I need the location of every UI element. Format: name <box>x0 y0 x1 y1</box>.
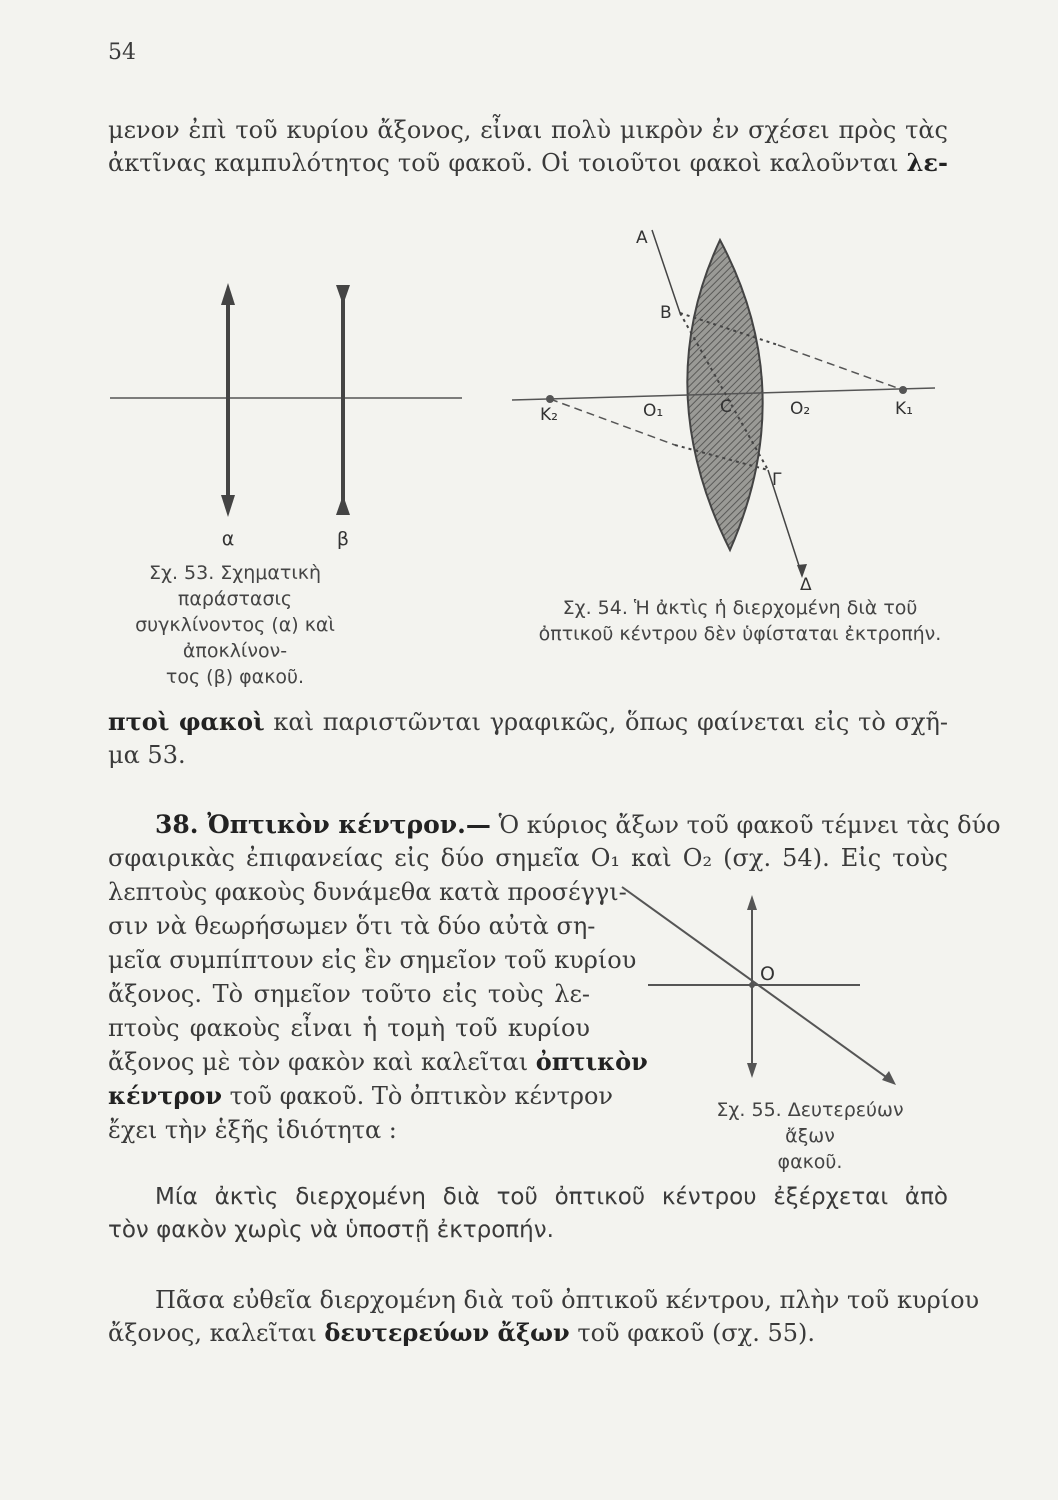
text-line: ἄξονος. Τὸ σημεῖον τοῦτο εἰς τοὺς λε- <box>108 980 590 1008</box>
caption-line: Σχ. 53. Σχηματικὴ παράστασις <box>148 562 322 610</box>
fig53-label-a: α <box>221 528 235 550</box>
caption-line: τος (β) φακοῦ. <box>165 666 305 688</box>
inverted-arrow-icon <box>336 285 350 305</box>
text-span: ἄξονος μὲ τὸν φακὸν καὶ καλεῖται <box>108 1048 529 1076</box>
text-span: ἀκτῖνας καμπυλότητος τοῦ φακοῦ. Οἱ τοιοῦτοι φακοὶ καλοῦνται <box>108 149 899 177</box>
text-line: μεῖα συμπίπτουν εἰς ἓν σημεῖον τοῦ κυρίου <box>108 946 637 974</box>
section-heading-line <box>155 810 1001 840</box>
section-heading: 38. Ὀπτικὸν κέντρον.— <box>155 810 491 839</box>
caption-line: Σχ. 54. Ἡ ἀκτὶς ἡ διερχομένη διὰ τοῦ <box>562 597 918 619</box>
fig53-caption <box>100 560 370 690</box>
text-span: τοῦ φακοῦ. Τὸ ὀπτικὸν κέντρον <box>229 1082 614 1110</box>
fig53-diagram <box>110 283 462 517</box>
caption-line: ὀπτικοῦ κέντρου δὲν ὑφίσταται ἐκτροπήν. <box>538 623 942 645</box>
bold-term: πτοὶ φακοὶ <box>108 707 265 736</box>
text-line <box>108 707 948 737</box>
fig54-caption <box>520 595 960 647</box>
fig54-label-b: B <box>660 303 672 323</box>
arrow-up-icon <box>221 283 235 305</box>
rule-line: τὸν φακὸν χωρὶς νὰ ὑποστῇ ἐκτροπήν. <box>108 1217 554 1243</box>
caption-line: συγκλίνοντος (α) καὶ ἀποκλίνον- <box>135 614 335 662</box>
text-line <box>108 1047 648 1077</box>
fig55-caption <box>690 1097 930 1175</box>
bold-term: δευτερεύων ἄξων <box>324 1318 570 1347</box>
text-line: ἔχει τὴν ἑξῆς ἰδιότητα : <box>108 1116 397 1144</box>
arrow-down-icon <box>221 495 235 517</box>
fig54-label-o1: O₁ <box>643 401 664 421</box>
text-span: τοῦ φακοῦ (σχ. 55). <box>577 1319 816 1347</box>
fig53-label-b: β <box>336 528 350 550</box>
text-span: ἄξονος, καλεῖται <box>108 1319 317 1347</box>
text-span: Ὁ κύριος ἄξων τοῦ φακοῦ τέμνει τὰς δύο <box>498 811 1001 839</box>
text-line: μενον ἐπὶ τοῦ κυρίου ἄξονος, εἶναι πολὺ μικρὸν ἐν σχέσει πρὸς τὰς <box>108 116 948 144</box>
inverted-arrow-icon <box>336 495 350 515</box>
text-line <box>108 1081 614 1111</box>
page-number: 54 <box>108 40 136 65</box>
fig54-label-k2: K₂ <box>540 405 558 425</box>
fig54-label-c: C <box>720 397 732 417</box>
fig54-label-o2: O₂ <box>790 399 811 419</box>
fig55-label-o: O <box>760 963 775 985</box>
bold-term: ὀπτικὸν <box>535 1047 648 1076</box>
text-line: μα 53. <box>108 741 186 769</box>
rule-line: Μία ἀκτὶς διερχομένη διὰ τοῦ ὀπτικοῦ κέντρου ἐξέρχεται ἀπὸ <box>155 1184 948 1210</box>
text-line <box>108 1318 815 1348</box>
fig54-label-a: A <box>636 228 648 248</box>
bold-term: λε- <box>906 148 948 177</box>
fig54-label-d: Δ <box>800 575 812 595</box>
caption-line: φακοῦ. <box>777 1151 843 1173</box>
text-span: καὶ παριστῶνται γραφικῶς, ὅπως φαίνεται εἰς τὸ σχῆ- <box>273 708 948 736</box>
caption-line: Σχ. 55. Δευτερεύων ἄξων <box>716 1099 904 1147</box>
text-line: σφαιρικὰς ἐπιφανείας εἰς δύο σημεῖα O₁ καὶ O₂ (σχ. 54). Εἰς τοὺς <box>108 844 948 872</box>
fig54-label-g: Γ <box>772 470 782 490</box>
text-line: πτοὺς φακοὺς εἶναι ἡ τομὴ τοῦ κυρίου <box>108 1014 590 1042</box>
fig55-diagram <box>622 887 896 1085</box>
fig54-label-k1: K₁ <box>895 399 913 419</box>
text-line: λεπτοὺς φακοὺς δυνάμεθα κατὰ προσέγγι- <box>108 878 627 906</box>
text-line: Πᾶσα εὐθεῖα διερχομένη διὰ τοῦ ὀπτικοῦ κέντρου, πλὴν τοῦ κυρίου <box>155 1286 980 1314</box>
bold-term: κέντρον <box>108 1081 222 1110</box>
text-line: σιν νὰ θεωρήσωμεν ὅτι τὰ δύο αὐτὰ ση- <box>108 912 596 940</box>
